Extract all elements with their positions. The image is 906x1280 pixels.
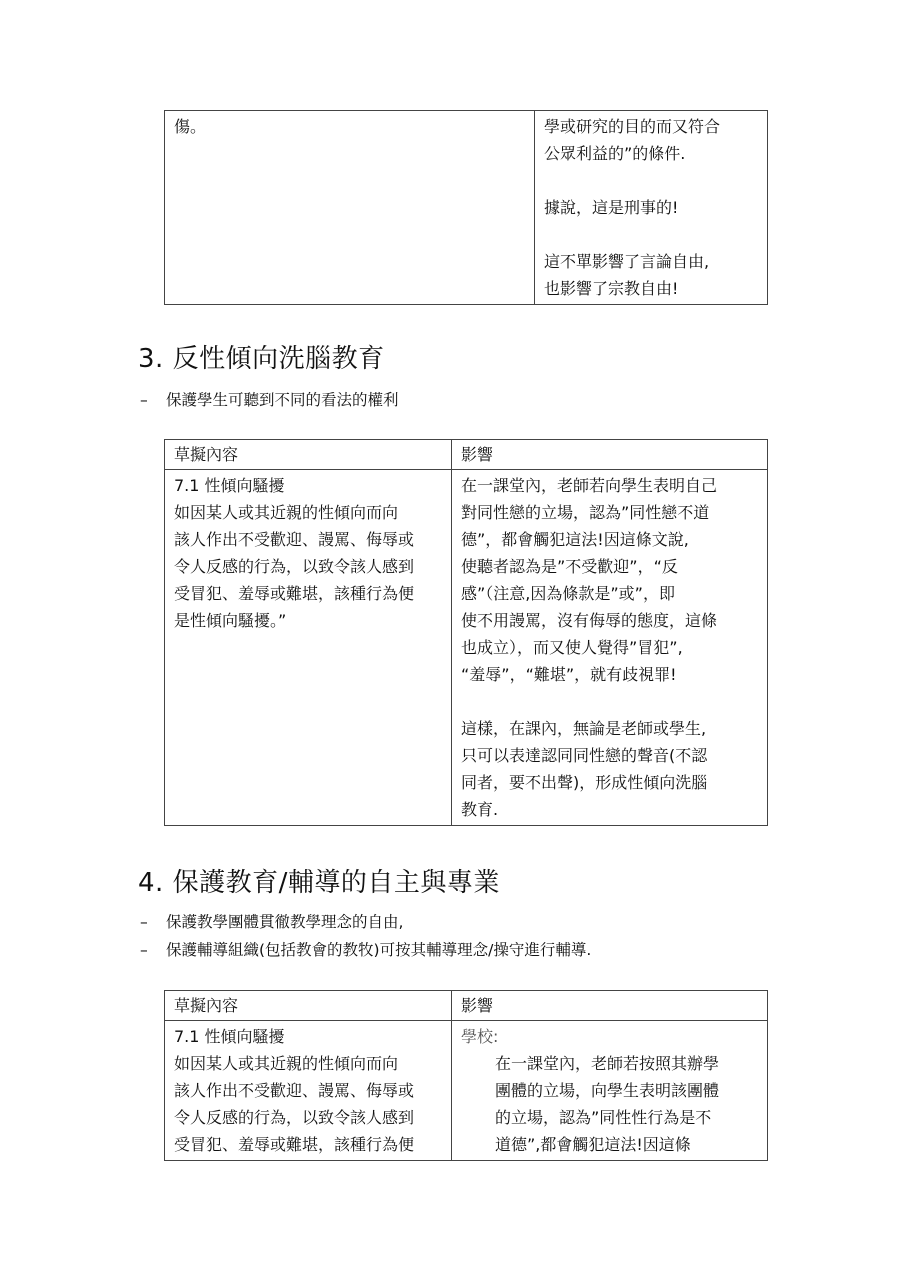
text-line: 也成立），而又使人覺得”冒犯”,: [461, 638, 683, 657]
text-line: 是性傾向騷擾。”: [174, 611, 287, 630]
text-line: 傷。: [174, 117, 207, 136]
text-line: 受冒犯、羞辱或難堪，該種行為便: [174, 1135, 415, 1154]
bullet-text: 保護學生可聽到不同的看法的權利: [166, 391, 399, 409]
text-line: 同者，要不出聲)，形成性傾向洗腦: [461, 773, 708, 792]
section-heading: 3. 反性傾向洗腦教育: [138, 344, 385, 374]
impact-cell: [452, 470, 768, 826]
table-row: [165, 1021, 768, 1161]
table-header-row: [165, 440, 768, 470]
blank-line: [544, 167, 758, 194]
text-line: 7.1 性傾向騷擾: [174, 476, 285, 495]
table-row: [165, 111, 768, 305]
text-line: 的立場，認為”同性性行為是不: [495, 1108, 712, 1127]
bullet-text: 保護輔導組織(包括教會的教牧)可按其輔導理念/操守進行輔導.: [166, 941, 592, 959]
text-line: 在一課堂內，老師若向學生表明自己: [461, 476, 718, 495]
blank-line: [544, 221, 758, 248]
blank-line: [461, 688, 758, 715]
table-header-row: [165, 991, 768, 1021]
text-line: 如因某人或其近親的性傾向而向: [174, 503, 399, 522]
table-row: [165, 470, 768, 826]
text-line: 只可以表達認同同性戀的聲音(不認: [461, 746, 708, 765]
text-line: 如因某人或其近親的性傾向而向: [174, 1054, 399, 1073]
header-cell-impact: 影響: [452, 440, 768, 470]
text-line: 感”（注意,因為條款是”或”，即: [461, 584, 675, 603]
text-line: 7.1 性傾向騷擾: [174, 1027, 285, 1046]
school-label: 學校:: [461, 1027, 499, 1046]
bullet-marker: –: [140, 941, 148, 959]
header-cell-impact: 影響: [452, 991, 768, 1021]
text-line: 這樣，在課內，無論是老師或學生,: [461, 719, 707, 738]
bullet-item: [140, 388, 399, 410]
text-line: 團體的立場，向學生表明該團體: [495, 1081, 720, 1100]
text-line: 道德”,都會觸犯這法!因這條: [495, 1135, 691, 1154]
table-section3: [164, 439, 768, 826]
table-section4: [164, 990, 768, 1161]
text-line: “羞辱”，“難堪”，就有歧視罪!: [461, 665, 677, 684]
bullet-item: [140, 910, 403, 932]
bullet-marker: –: [140, 913, 148, 931]
text-line: 學或研究的目的而又符合: [544, 117, 721, 136]
table-continued: [164, 110, 768, 305]
text-line: 使聽者認為是”不受歡迎”，“反: [461, 557, 678, 576]
text-line: 令人反感的行為，以致令該人感到: [174, 557, 415, 576]
text-line: 使不用謾罵，沒有侮辱的態度，這條: [461, 611, 718, 630]
draft-content-cell: [165, 470, 452, 826]
text-line: 受冒犯、羞辱或難堪，該種行為便: [174, 584, 415, 603]
section-heading: 4. 保護教育/輔導的自主與專業: [138, 868, 500, 898]
text-line: 令人反感的行為，以致令該人感到: [174, 1108, 415, 1127]
impact-cell: [452, 1021, 768, 1161]
text-line: 該人作出不受歡迎、謾罵、侮辱或: [174, 1081, 415, 1100]
text-line: 該人作出不受歡迎、謾罵、侮辱或: [174, 530, 415, 549]
text-line: 對同性戀的立場，認為”同性戀不道: [461, 503, 710, 522]
text-line: 公眾利益的”的條件.: [544, 144, 686, 163]
table1-left-cell: [165, 111, 535, 305]
header-cell-draft: 草擬內容: [165, 991, 452, 1021]
text-line: 也影響了宗教自由!: [544, 279, 679, 298]
draft-content-cell: [165, 1021, 452, 1161]
text-line: 據說，這是刑事的!: [544, 198, 679, 217]
text-line: 這不單影響了言論自由,: [544, 252, 710, 271]
text-line: 在一課堂內，老師若按照其辦學: [495, 1054, 720, 1073]
bullet-marker: –: [140, 391, 148, 409]
bullet-text: 保護教學團體貫徹教學理念的自由,: [166, 913, 404, 931]
bullet-item: [140, 938, 591, 960]
header-cell-draft: 草擬內容: [165, 440, 452, 470]
text-line: 教育.: [461, 800, 499, 819]
table1-right-cell: [535, 111, 768, 305]
text-line: 德”，都會觸犯這法!因這條文說,: [461, 530, 689, 549]
